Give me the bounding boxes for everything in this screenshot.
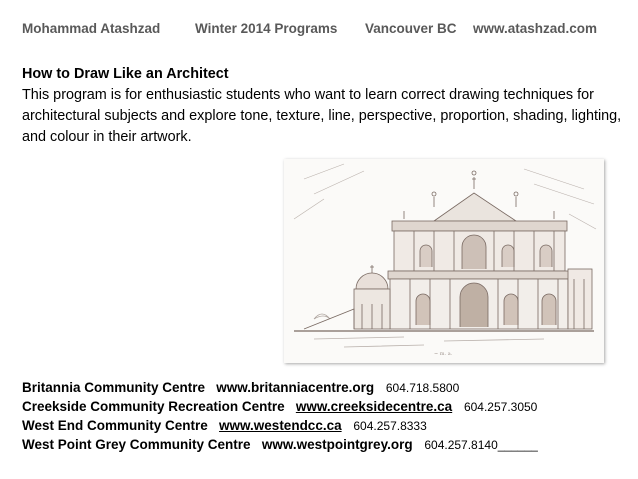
centre-phone: 604.257.3050 bbox=[463, 400, 538, 414]
program-intro bbox=[22, 64, 622, 148]
centre-row bbox=[22, 416, 632, 435]
centre-row bbox=[22, 435, 632, 454]
centre-name: West End Community Centre bbox=[22, 418, 208, 433]
centre-url[interactable]: www.creeksidecentre.ca bbox=[295, 399, 453, 414]
cathedral-sketch-drawing bbox=[284, 159, 604, 363]
centre-url[interactable]: www.westpointgrey.org bbox=[261, 437, 413, 452]
centre-url[interactable]: www.westendcc.ca bbox=[219, 418, 342, 433]
trailing-underline: ______ bbox=[497, 438, 538, 452]
centre-phone: 604.257.8333 bbox=[353, 419, 427, 433]
website-link[interactable]: www.atashzad.com bbox=[473, 21, 598, 36]
svg-text:~ m. a.: ~ m. a. bbox=[434, 351, 453, 357]
centre-row bbox=[22, 378, 632, 397]
centre-name: Creekside Community Recreation Centre bbox=[22, 399, 285, 414]
centre-url[interactable]: www.britanniacentre.org bbox=[216, 380, 375, 395]
location-city: Vancouver BC bbox=[365, 21, 457, 36]
author-name: Mohammad Atashzad bbox=[22, 21, 161, 36]
centre-name: West Point Grey Community Centre bbox=[22, 437, 251, 452]
architectural-sketch-image bbox=[284, 159, 604, 363]
community-centres-list bbox=[22, 378, 632, 454]
centre-row bbox=[22, 397, 632, 416]
centre-phone: 604.718.5800 bbox=[385, 381, 460, 395]
program-description: This program is for enthusiastic students who want to learn correct drawing techniques for architectural subjects and explore tone, texture, line, perspective, proportion, shading, lighting, and colour in their artwork. bbox=[22, 87, 622, 145]
centre-name: Britannia Community Centre bbox=[22, 380, 206, 395]
centre-phone: 604.257.8140 bbox=[424, 438, 498, 452]
programs-season: Winter 2014 Programs bbox=[195, 21, 338, 36]
program-title: How to Draw Like an Architect bbox=[22, 66, 229, 82]
